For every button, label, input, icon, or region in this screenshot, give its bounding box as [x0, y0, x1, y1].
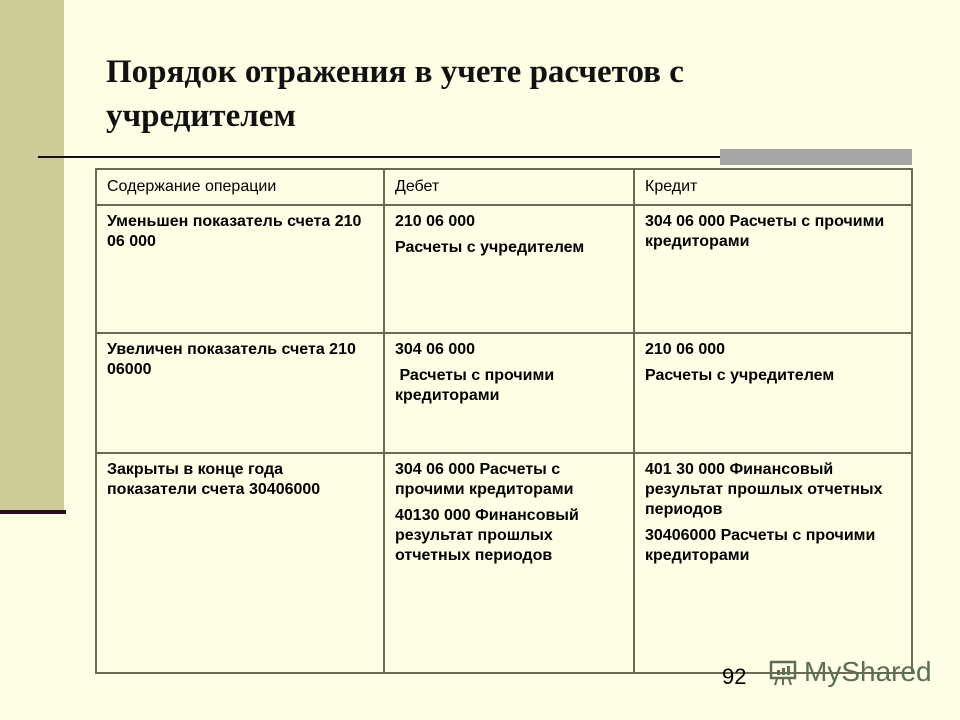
cell-credit: 304 06 000 Расчеты с прочими кредиторами: [634, 205, 912, 333]
gray-accent-bar: [720, 149, 912, 165]
header-credit: Кредит: [634, 169, 912, 205]
header-debit: Дебет: [384, 169, 634, 205]
cell-operation: Уменьшен показатель счета 210 06 000: [96, 205, 384, 333]
left-decor-bar: [0, 0, 64, 510]
header-operation: Содержание операции: [96, 169, 384, 205]
cell-credit: 401 30 000 Финансовый результат прошлых отчетных периодов 30406000 Расчеты с прочими кредиторами: [634, 453, 912, 673]
cell-credit: 210 06 000 Расчеты с учредителем: [634, 333, 912, 453]
cell-operation: Увеличен показатель счета 210 06000: [96, 333, 384, 453]
presentation-board-icon: [768, 657, 798, 687]
left-decor-line: [0, 510, 66, 514]
slide-title: Порядок отражения в учете расчетов с учредителем: [106, 54, 684, 134]
watermark-text: MyShared: [804, 656, 932, 687]
cell-operation: Закрыты в конце года показатели счета 30406000: [96, 453, 384, 673]
table-row: [96, 205, 912, 333]
watermark-logo: [768, 656, 932, 688]
cell-debit: 210 06 000 Расчеты с учредителем: [384, 205, 634, 333]
table-header-row: [96, 169, 912, 205]
cell-debit: 304 06 000 Расчеты с прочими кредиторами 40130 000 Финансовый результат прошлых отчетных периодов: [384, 453, 634, 673]
entries-table: [95, 168, 913, 674]
table-row: [96, 453, 912, 673]
table-row: [96, 333, 912, 453]
cell-debit: 304 06 000 Расчеты с прочими кредиторами: [384, 333, 634, 453]
page-number: 92: [722, 664, 747, 689]
